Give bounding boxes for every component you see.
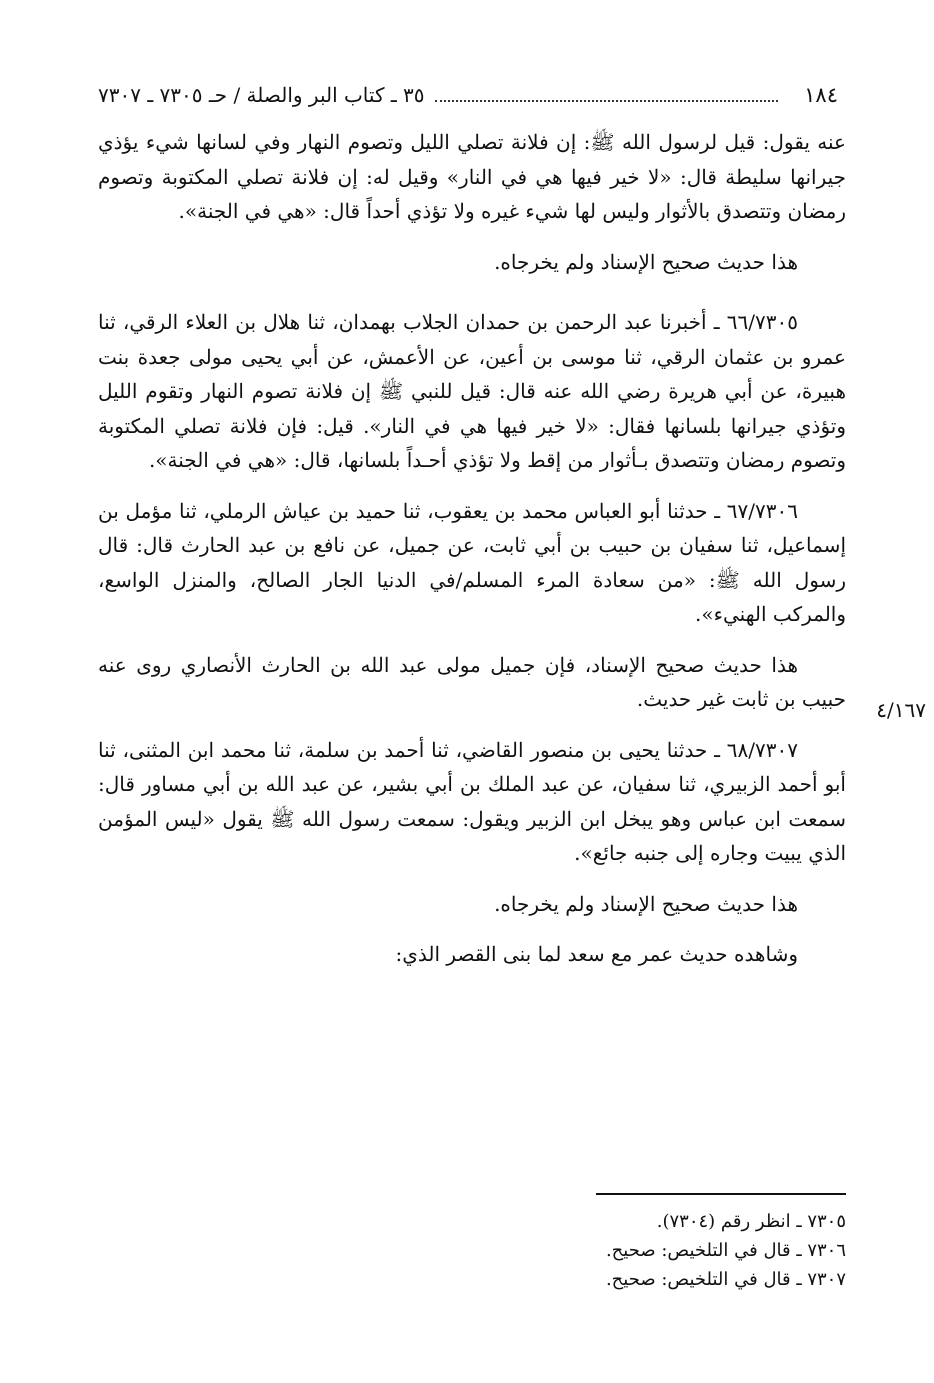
- footnote-7307: ٧٣٠٧ ـ قال في التلخيص: صحيح.: [605, 1269, 846, 1290]
- hadith-7305: ٦٦/٧٣٠٥ ـ أخبرنا عبد الرحمن بن حمدان الجلاب بهمدان، ثنا هلال بن العلاء الرقي، ثنا عمرو بن عثمان الرقي، ثنا موسى بن أعين، عن الأعمش، عن أبي يحيى مولى جعدة بنت هبيرة، عن أبي هريرة رضي الله عنه قال: قيل للنبي ﷺ إن فلانة تصوم النهار وتقوم الليل وتؤذي جيرانها بلسانها فقال: «لا خير فيها هي في النار». قيل: فإن فلانة تصلي المكتوبة وتصوم رمضان وتتصدق بـأثوار من إقط ولا تؤذي أحـداً بلسانها، قال: «هي في الجنة».: [98, 310, 846, 472]
- footnote-separator: [596, 1193, 846, 1195]
- hadith-7307: ٦٨/٧٣٠٧ ـ حدثنا يحيى بن منصور القاضي، ثنا أحمد بن سلمة، ثنا محمد ابن المثنى، ثنا أبو أحمد الزبيري، ثنا سفيان، عن عبد الملك بن أبي بشير، عن عبد الله بن أبي مساور قال: سمعت ابن عباس وهو يبخل ابن الزبير ويقول: سمعت رسول الله ﷺ يقول «ليس المؤمن الذي يبيت وجاره إلى جنبه جائع».: [98, 737, 846, 865]
- footnote-7306: ٧٣٠٦ ـ قال في التلخيص: صحيح.: [605, 1240, 846, 1261]
- page-header: [98, 78, 838, 112]
- hadith-7306: ٦٧/٧٣٠٦ ـ حدثنا أبو العباس محمد بن يعقوب، ثنا حميد بن عياش الرملي، ثنا مؤمل بن إسماعيل، ثنا سفيان بن حبيب بن أبي ثابت، عن جميل، عن نافع بن عبد الحارث قال: قال رسول الله ﷺ: «من سعادة المرء المسلم/في الدنيا الجار الصالح، والمنزل الواسع، والمركب الهنيء».: [98, 498, 846, 626]
- paragraph-grading-7304: هذا حديث صحيح الإسناد ولم يخرجاه.: [494, 249, 798, 274]
- paragraph-grading-7306: هذا حديث صحيح الإسناد، فإن جميل مولى عبد الله بن الحارث الأنصاري روى عنه حبيب بن ثابت غير حديث.: [98, 652, 846, 711]
- paragraph-shahid: وشاهده حديث عمر مع سعد لما بنى القصر الذي:: [395, 942, 798, 966]
- page-number: ١٨٤: [804, 83, 838, 107]
- footnote-7305: ٧٣٠٥ ـ انظر رقم (٧٣٠٤).: [656, 1211, 846, 1232]
- paragraph-grading-7307: هذا حديث صحيح الإسناد ولم يخرجاه.: [494, 891, 798, 916]
- paragraph-continuation: عنه يقول: قيل لرسول الله ﷺ: إن فلانة تصلي الليل وتصوم النهار وفي لسانها شيء يؤذي جيرانها سليطة قال: «لا خير فيها هي في النار» وقيل له: إن فلانة تصلي المكتوبة وتصوم رمضان وتتصدق بالأثوار وليس لها شيء غيره ولا تؤذي أحداً قال: «هي في الجنة».: [98, 130, 846, 223]
- header-dot-leader: [435, 100, 779, 102]
- margin-volume-page-ref: ٤/١٦٧: [876, 698, 926, 722]
- footnotes: [500, 1207, 846, 1294]
- running-head: ٣٥ ـ كتاب البر والصلة / حـ ٧٣٠٥ ـ ٧٣٠٧: [98, 83, 425, 107]
- main-text: [98, 125, 846, 972]
